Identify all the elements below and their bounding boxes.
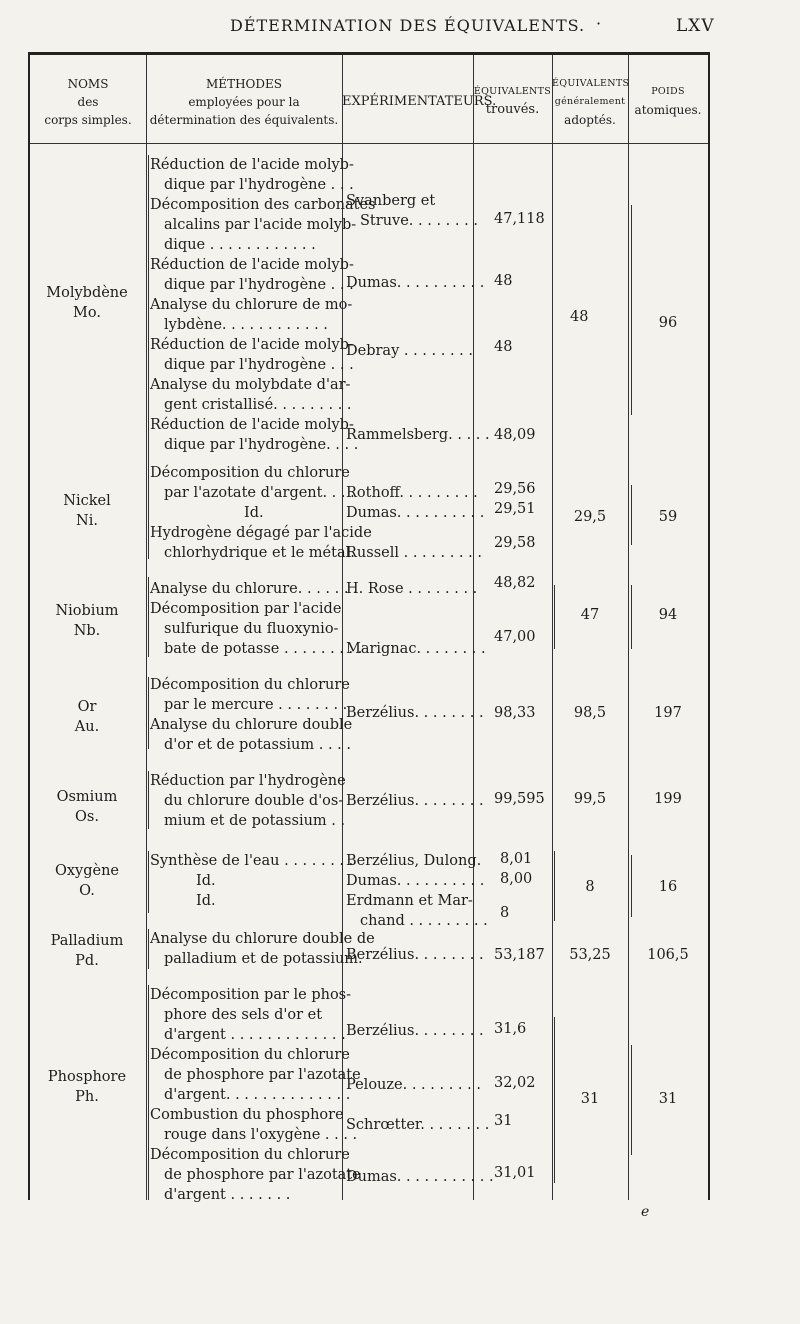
header-adoptes-line: adoptés. [564, 113, 616, 127]
found-value: 48 [570, 309, 589, 325]
element-molybdene [30, 283, 144, 323]
experimenter: Berzélius. . . . . . . . [346, 793, 484, 809]
found-value: 8 [500, 905, 510, 921]
brace-line [148, 851, 149, 913]
method-line: Id. [196, 893, 216, 909]
header-poids-line: POIDS [651, 86, 685, 97]
element-phosphore [30, 1067, 144, 1107]
header-methodes-line: employées pour la [188, 95, 300, 109]
element-name: Or [77, 699, 97, 715]
brace-line [148, 929, 149, 969]
method-line: dique par l'hydrogène. . . . [164, 437, 359, 453]
found-value: 53,187 [494, 947, 545, 963]
element-symbol: Ni. [76, 513, 98, 529]
column-rule [552, 55, 553, 1200]
atomic-weight: 16 [658, 879, 678, 895]
element-symbol: Pd. [75, 953, 99, 969]
header-methodes-line: détermination des équivalents. [149, 113, 339, 127]
atomic-weight: 31 [658, 1091, 678, 1107]
method-line: Id. [244, 505, 264, 521]
column-rule [628, 55, 629, 1200]
element-symbol: Ph. [75, 1089, 99, 1105]
method-line: Décomposition par le phos- [150, 987, 352, 1003]
atomic-weight: 197 [654, 705, 682, 721]
element-name: Niobium [55, 603, 119, 619]
method-line: d'argent . . . . . . . . . . . . . [164, 1027, 346, 1043]
adopted-value: 31 [580, 1091, 600, 1107]
header-trouves-line: trouvés. [485, 102, 540, 117]
brace-line [148, 677, 149, 749]
method-line: par l'azotate d'argent. . . . [164, 485, 355, 501]
method-line: Synthèse de l'eau . . . . . . . . [150, 853, 354, 869]
header-trouves [473, 83, 552, 119]
found-value: 31 [494, 1113, 513, 1129]
method-line: du chlorure double d'os- [164, 793, 344, 809]
method-line: Décomposition du chlorure [150, 1047, 350, 1063]
method-line: Décomposition des carbonates [150, 197, 376, 213]
brace-line [148, 577, 149, 657]
method-line: Réduction de l'acide molyb- [150, 337, 354, 353]
found-value: 29,56 [494, 481, 536, 497]
header-adoptes-line: ÉQUIVALENTS [552, 78, 630, 89]
experimenter: Dumas. . . . . . . . . . [346, 275, 485, 291]
experimenter: Berzélius. . . . . . . . [346, 1023, 484, 1039]
header-methodes [146, 75, 342, 129]
adopted-value: 99,5 [573, 791, 607, 807]
element-symbol: O. [79, 883, 95, 899]
element-niobium [30, 601, 144, 641]
element-name: Oxygène [54, 863, 120, 879]
element-symbol: Mo. [73, 305, 101, 321]
method-line: gent cristallisé. . . . . . . . . [164, 397, 352, 413]
element-symbol: Os. [75, 809, 99, 825]
header-adoptes-line: généralement [554, 96, 626, 107]
element-name: Nickel [63, 493, 111, 509]
element-name: Palladium [50, 933, 124, 949]
element-oxygene [30, 861, 144, 901]
method-line: Hydrogène dégagé par l'acide [150, 525, 372, 541]
atomic-weight: 199 [654, 791, 682, 807]
found-value: 98,33 [494, 705, 536, 721]
experimenter: Dumas. . . . . . . . . . [346, 873, 485, 889]
method-line: Décomposition du chlorure [150, 677, 350, 693]
method-line: Analyse du chlorure double de [150, 931, 375, 947]
method-line: de phosphore par l'azotate [164, 1067, 361, 1083]
method-line: lybdène. . . . . . . . . . . . [164, 317, 328, 333]
found-value: 99,595 [494, 791, 545, 807]
header-methodes-line: MÉTHODES [206, 77, 282, 91]
element-name: Phosphore [47, 1069, 127, 1085]
atomic-weight: 94 [658, 607, 678, 623]
method-line: par le mercure . . . . . . . . [164, 697, 348, 713]
experimenter: Rammelsberg. . . . . [346, 427, 490, 443]
adopted-value: 98,5 [573, 705, 607, 721]
method-line: Analyse du chlorure double [150, 717, 353, 733]
experimenter: H. Rose . . . . . . . . [346, 581, 478, 597]
brace-line [148, 155, 149, 490]
method-line: phore des sels d'or et [164, 1007, 323, 1023]
experimenter: Struve. . . . . . . . [360, 213, 478, 229]
found-value: 48 [494, 339, 513, 355]
running-head [0, 12, 800, 42]
method-line: alcalins par l'acide molyb- [164, 217, 357, 233]
brace-line [631, 205, 632, 415]
method-line: d'argent. . . . . . . . . . . . . . [164, 1087, 351, 1103]
header-rule [30, 143, 708, 144]
found-value: 47,118 [494, 211, 545, 227]
adopted-value: 53,25 [569, 947, 611, 963]
found-value: 32,02 [494, 1075, 536, 1091]
method-line: rouge dans l'oxygène . . . . [164, 1127, 358, 1143]
brace-line [148, 465, 149, 559]
equivalents-table [28, 52, 710, 1203]
found-value: 31,01 [494, 1165, 536, 1181]
method-line: Analyse du chlorure de mo- [150, 297, 353, 313]
method-line: sulfurique du fluoxynio- [164, 621, 339, 637]
adopted-value: 29,5 [573, 509, 607, 525]
experimenter: Debray . . . . . . . . [346, 343, 474, 359]
method-line: Analyse du chlorure. . . . . . . [150, 581, 358, 597]
experimenter: Dumas. . . . . . . . . . [346, 505, 485, 521]
experimenter: Berzélius. . . . . . . . [346, 705, 484, 721]
found-value: 8,00 [500, 871, 533, 887]
method-line: Id. [196, 873, 216, 889]
brace-line [148, 985, 149, 1200]
method-line: bate de potasse . . . . . . . . . [164, 641, 363, 657]
method-line: dique par l'hydrogène . . . [164, 177, 354, 193]
experimenter: Erdmann et Mar- [346, 893, 473, 909]
experimenter: Rothoff. . . . . . . . . [346, 485, 478, 501]
experimenter: Russell . . . . . . . . . [346, 545, 482, 561]
method-line: Réduction de l'acide molyb- [150, 257, 354, 273]
element-osmium [30, 787, 144, 827]
page-number: LXV [676, 16, 715, 36]
method-line: dique par l'hydrogène . . . [164, 277, 354, 293]
method-line: de phosphore par l'azotate [164, 1167, 361, 1183]
atomic-weight: 96 [658, 315, 678, 331]
experimenter: Svanberg et [346, 193, 436, 209]
found-value: 29,51 [494, 501, 536, 517]
experimenter: chand . . . . . . . . . [360, 913, 488, 929]
header-experimentateurs-line: EXPÉRIMENTATEURS. [342, 94, 497, 109]
element-symbol: Nb. [73, 623, 101, 639]
method-line: d'or et de potassium . . . . [164, 737, 351, 753]
element-nickel [30, 491, 144, 531]
page-title: DÉTERMINATION DES ÉQUIVALENTS. [230, 16, 586, 35]
header-poids-line: atomiques. [634, 103, 702, 117]
method-line: Décomposition du chlorure [150, 1147, 350, 1163]
atomic-weight: 59 [658, 509, 678, 525]
method-line: d'argent . . . . . . . [164, 1187, 291, 1203]
element-name: Molybdène [46, 285, 128, 301]
header-adoptes [552, 75, 628, 129]
element-palladium [30, 931, 144, 971]
found-value: 31,6 [494, 1021, 527, 1037]
found-value: 48,82 [494, 575, 536, 591]
found-value: 29,58 [494, 535, 536, 551]
atomic-weight: 106,5 [647, 947, 689, 963]
experimenter: Pelouze. . . . . . . . . [346, 1077, 481, 1093]
found-value: 8,01 [500, 851, 533, 867]
adopted-value: 47 [580, 607, 600, 623]
element-or [30, 697, 144, 737]
header-trouves-line: ÉQUIVALENTS [473, 86, 552, 97]
brace-line [148, 771, 149, 829]
method-line: Réduction par l'hydrogène [150, 773, 346, 789]
signature-mark: e [641, 1204, 650, 1220]
method-line: Analyse du molybdate d'ar- [150, 377, 351, 393]
header-experimentateurs [342, 93, 497, 111]
experimenter: Dumas. . . . . . . . . . . [346, 1169, 494, 1185]
method-line: dique par l'hydrogène . . . [164, 357, 354, 373]
found-value: 48,09 [494, 427, 536, 443]
experimenter: Berzélius, Dulong. [346, 853, 482, 869]
element-name: Osmium [56, 789, 118, 805]
header-noms-line: NOMS [67, 77, 109, 91]
header-noms-line: corps simples. [44, 113, 132, 127]
header-mark: · [596, 14, 602, 33]
experimenter: Marignac. . . . . . . . [346, 641, 486, 657]
experimenter: Schrœtter. . . . . . . . [346, 1117, 490, 1133]
column-rule [146, 55, 147, 1200]
method-line: dique . . . . . . . . . . . . [164, 237, 316, 253]
adopted-value: 8 [585, 879, 595, 895]
method-line: Décomposition par l'acide [150, 601, 342, 617]
method-line: Combustion du phosphore [150, 1107, 344, 1123]
found-value: 48 [494, 273, 513, 289]
method-line: palladium et de potassium. [164, 951, 363, 967]
header-noms-line: des [77, 95, 99, 109]
method-line: Décomposition du chlorure [150, 465, 350, 481]
element-symbol: Au. [74, 719, 100, 735]
method-line: mium et de potassium . . [164, 813, 346, 829]
method-line: chlorhydrique et le métal. [164, 545, 355, 561]
method-line: Réduction de l'acide molyb- [150, 417, 354, 433]
method-line: Réduction de l'acide molyb- [150, 157, 354, 173]
experimenter: Berzélius. . . . . . . . [346, 947, 484, 963]
header-noms [30, 75, 146, 129]
header-poids [628, 83, 708, 119]
found-value: 47,00 [494, 629, 536, 645]
